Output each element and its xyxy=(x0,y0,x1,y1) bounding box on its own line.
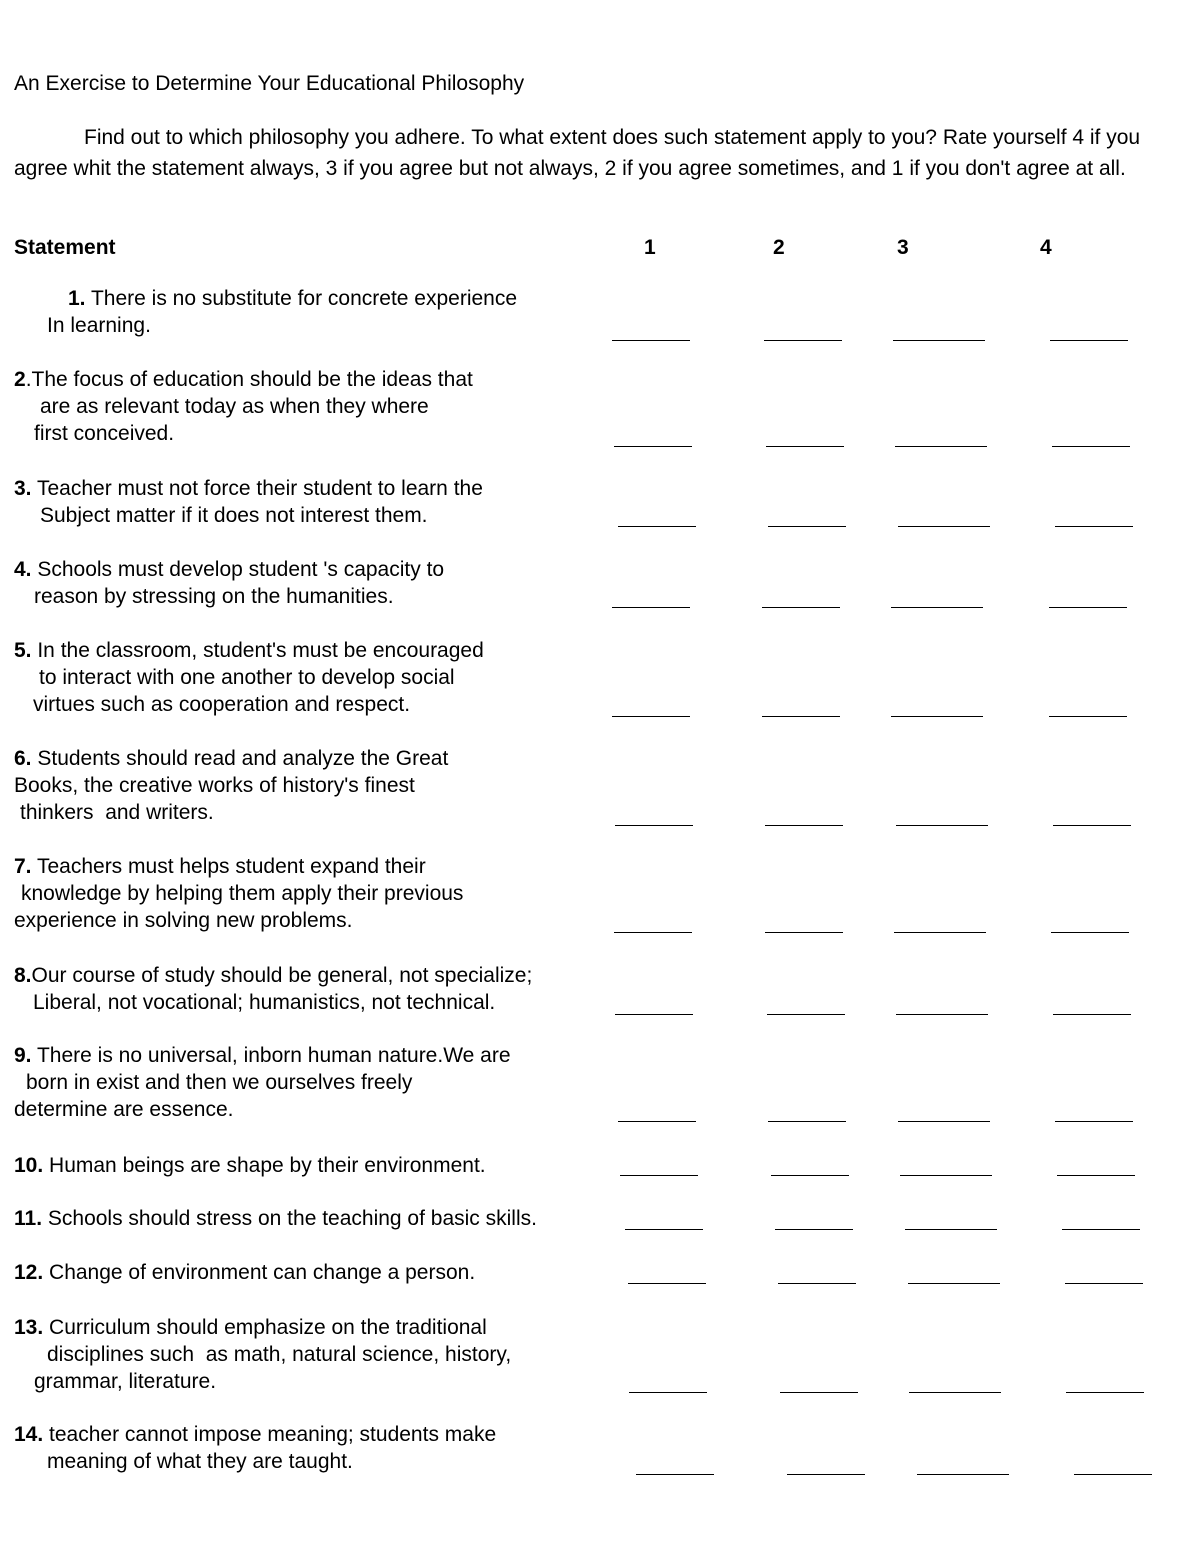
statement-10-number: 10. xyxy=(14,1154,44,1177)
statement-5-number: 5. xyxy=(14,639,32,662)
rating-blank-6-2[interactable] xyxy=(765,825,843,826)
header-statement: Statement xyxy=(14,236,116,259)
statement-7-line-1 xyxy=(14,853,426,880)
rating-blank-12-3[interactable] xyxy=(908,1283,1000,1284)
instructions-text: Find out to which philosophy you adhere. To what extent does such statement apply to you? Rate yourself 4 if you agree whit the statement always, 3 if you agree but not always, 2 if you agree sometimes, and 1 if you don't agree at all. xyxy=(14,126,1141,180)
header-rating-4: 4 xyxy=(1040,236,1052,259)
rating-blank-4-4[interactable] xyxy=(1049,607,1127,608)
rating-blank-10-2[interactable] xyxy=(771,1175,849,1176)
rating-blank-9-1[interactable] xyxy=(618,1121,696,1122)
statement-8-line-2: Liberal, not vocational; humanistics, not technical. xyxy=(33,991,496,1014)
statement-10-line-1 xyxy=(14,1152,486,1179)
statement-13-number: 13. xyxy=(14,1316,44,1339)
rating-blank-4-3[interactable] xyxy=(891,607,983,608)
header-rating-3: 3 xyxy=(897,236,909,259)
statement-11-number: 11. xyxy=(14,1207,43,1230)
statement-13-line-1 xyxy=(14,1314,487,1341)
statement-6-line-1 xyxy=(14,745,448,772)
statement-5-line-3: virtues such as cooperation and respect. xyxy=(33,693,411,716)
rating-blank-2-3[interactable] xyxy=(895,446,987,447)
rating-blank-14-1[interactable] xyxy=(636,1474,714,1475)
rating-blank-4-2[interactable] xyxy=(762,607,840,608)
rating-blank-10-4[interactable] xyxy=(1057,1175,1135,1176)
statement-10-text: Human beings are shape by their environment. xyxy=(43,1154,486,1177)
statement-12-number: 12. xyxy=(14,1261,44,1284)
rating-blank-14-3[interactable] xyxy=(917,1474,1009,1475)
statement-14-line-1 xyxy=(14,1421,496,1448)
rating-blank-11-4[interactable] xyxy=(1062,1229,1140,1230)
rating-blank-10-1[interactable] xyxy=(620,1175,698,1176)
rating-blank-14-4[interactable] xyxy=(1074,1474,1152,1475)
rating-blank-8-1[interactable] xyxy=(615,1014,693,1015)
statement-14-line-2: meaning of what they are taught. xyxy=(47,1450,353,1473)
statement-7-number: 7. xyxy=(14,855,32,878)
rating-blank-13-2[interactable] xyxy=(780,1392,858,1393)
statement-4-number: 4. xyxy=(14,558,32,581)
statement-1-line-2: In learning. xyxy=(47,314,151,337)
statement-14-number: 14. xyxy=(14,1423,44,1446)
statement-13-line-3: grammar, literature. xyxy=(34,1370,217,1393)
rating-blank-7-2[interactable] xyxy=(765,932,843,933)
statement-2-line-2: are as relevant today as when they where xyxy=(40,395,429,418)
rating-blank-11-2[interactable] xyxy=(775,1229,853,1230)
rating-blank-14-2[interactable] xyxy=(787,1474,865,1475)
rating-blank-13-3[interactable] xyxy=(909,1392,1001,1393)
statement-2-text: .The focus of education should be the ideas that xyxy=(25,368,473,391)
rating-blank-12-2[interactable] xyxy=(778,1283,856,1284)
statement-6-number: 6. xyxy=(14,747,32,770)
statement-9-line-1 xyxy=(14,1042,511,1069)
statement-1-number: 1. xyxy=(68,287,86,310)
rating-blank-8-3[interactable] xyxy=(896,1014,988,1015)
statement-4-line-2: reason by stressing on the humanities. xyxy=(34,585,394,608)
statement-5-line-1 xyxy=(14,637,484,664)
statement-5-line-2: to interact with one another to develop social xyxy=(39,666,455,689)
rating-blank-7-4[interactable] xyxy=(1051,932,1129,933)
rating-blank-12-4[interactable] xyxy=(1065,1283,1143,1284)
statement-1-line-1 xyxy=(68,285,517,312)
rating-blank-3-3[interactable] xyxy=(898,526,990,527)
rating-blank-8-4[interactable] xyxy=(1053,1014,1131,1015)
statement-4-line-1 xyxy=(14,556,444,583)
rating-blank-7-3[interactable] xyxy=(894,932,986,933)
rating-blank-9-4[interactable] xyxy=(1055,1121,1133,1122)
statement-6-line-2: Books, the creative works of history's finest xyxy=(14,774,415,797)
rating-blank-2-4[interactable] xyxy=(1052,446,1130,447)
statement-8-number: 8. xyxy=(14,964,32,987)
rating-blank-9-2[interactable] xyxy=(768,1121,846,1122)
rating-blank-5-4[interactable] xyxy=(1049,716,1127,717)
rating-blank-11-3[interactable] xyxy=(905,1229,997,1230)
rating-blank-3-2[interactable] xyxy=(768,526,846,527)
document-title: An Exercise to Determine Your Educational Philosophy xyxy=(14,72,525,95)
rating-blank-8-2[interactable] xyxy=(767,1014,845,1015)
rating-blank-5-3[interactable] xyxy=(891,716,983,717)
statement-2-number: 2 xyxy=(14,368,26,391)
rating-blank-13-1[interactable] xyxy=(629,1392,707,1393)
rating-blank-1-3[interactable] xyxy=(893,340,985,341)
statement-9-number: 9. xyxy=(14,1044,32,1067)
rating-blank-6-4[interactable] xyxy=(1053,825,1131,826)
statement-1-text: There is no substitute for concrete experience xyxy=(85,287,518,310)
statement-3-line-2: Subject matter if it does not interest them. xyxy=(40,504,428,527)
statement-4-text: Schools must develop student 's capacity to xyxy=(31,558,445,581)
statement-2-line-3: first conceived. xyxy=(34,422,175,445)
statement-11-line-1 xyxy=(14,1205,537,1232)
rating-blank-11-1[interactable] xyxy=(625,1229,703,1230)
statement-11-text: Schools should stress on the teaching of basic skills. xyxy=(42,1207,537,1230)
rating-blank-10-3[interactable] xyxy=(900,1175,992,1176)
statement-9-line-2: born in exist and then we ourselves freely xyxy=(26,1071,413,1094)
statement-3-number: 3. xyxy=(14,477,32,500)
statement-12-text: Change of environment can change a person. xyxy=(43,1261,476,1284)
rating-blank-12-1[interactable] xyxy=(628,1283,706,1284)
statement-6-line-3: thinkers and writers. xyxy=(20,801,214,824)
rating-blank-1-2[interactable] xyxy=(764,340,842,341)
header-rating-1: 1 xyxy=(644,236,656,259)
instructions-paragraph xyxy=(14,122,1194,184)
rating-blank-5-2[interactable] xyxy=(762,716,840,717)
rating-blank-13-4[interactable] xyxy=(1066,1392,1144,1393)
statement-3-text: Teacher must not force their student to learn the xyxy=(31,477,483,500)
rating-blank-3-4[interactable] xyxy=(1055,526,1133,527)
rating-blank-5-1[interactable] xyxy=(612,716,690,717)
statement-9-text: There is no universal, inborn human nature.We are xyxy=(31,1044,511,1067)
rating-blank-7-1[interactable] xyxy=(614,932,692,933)
statement-9-line-3: determine are essence. xyxy=(14,1098,234,1121)
statement-3-line-1 xyxy=(14,475,483,502)
statement-2-line-1 xyxy=(14,366,473,393)
rating-blank-9-3[interactable] xyxy=(898,1121,990,1122)
rating-blank-6-3[interactable] xyxy=(896,825,988,826)
statement-7-text: Teachers must helps student expand their xyxy=(31,855,426,878)
rating-blank-1-1[interactable] xyxy=(612,340,690,341)
rating-blank-1-4[interactable] xyxy=(1050,340,1128,341)
statement-8-line-1 xyxy=(14,962,532,989)
rating-blank-6-1[interactable] xyxy=(615,825,693,826)
header-rating-2: 2 xyxy=(773,236,785,259)
statement-13-line-2: disciplines such as math, natural science, history, xyxy=(47,1343,512,1366)
statement-7-line-3: experience in solving new problems. xyxy=(14,909,353,932)
rating-blank-2-2[interactable] xyxy=(766,446,844,447)
statement-14-text: teacher cannot impose meaning; students make xyxy=(43,1423,497,1446)
statement-7-line-2: knowledge by helping them apply their previous xyxy=(21,882,464,905)
statement-12-line-1 xyxy=(14,1259,475,1286)
rating-blank-3-1[interactable] xyxy=(618,526,696,527)
statement-6-text: Students should read and analyze the Great xyxy=(31,747,449,770)
statement-13-text: Curriculum should emphasize on the traditional xyxy=(43,1316,487,1339)
rating-blank-4-1[interactable] xyxy=(612,607,690,608)
statement-8-text: Our course of study should be general, not specialize; xyxy=(31,964,533,987)
rating-blank-2-1[interactable] xyxy=(614,446,692,447)
statement-5-text: In the classroom, student's must be encouraged xyxy=(31,639,484,662)
